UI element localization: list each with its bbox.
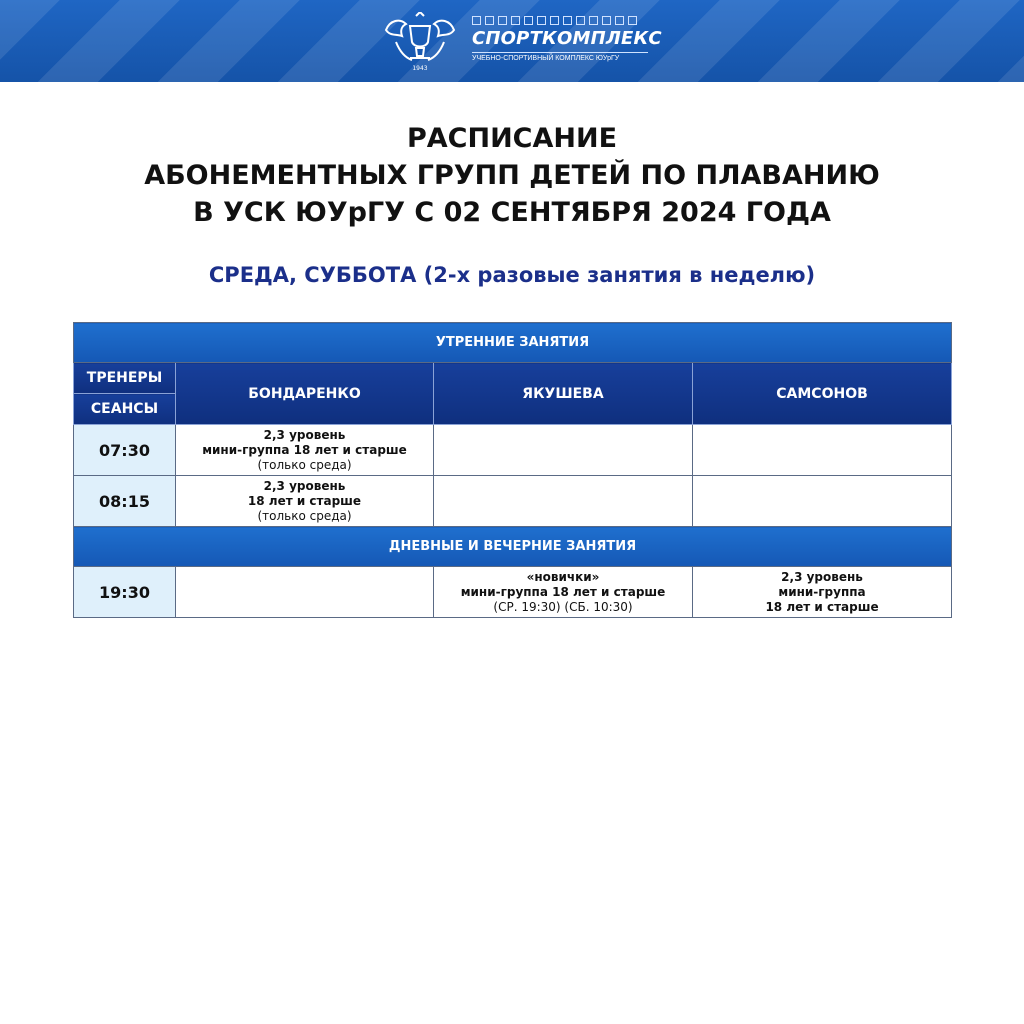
title-line-1: РАСПИСАНИЕ	[406, 123, 618, 154]
sport-pictogram-icon	[589, 16, 598, 25]
table-row	[74, 425, 952, 476]
sport-pictograms	[472, 16, 637, 25]
header-banner	[0, 0, 1024, 82]
session-time: 08:15	[74, 476, 176, 527]
cell-line: 18 лет и старше	[765, 599, 879, 614]
sport-pictogram-icon	[524, 16, 533, 25]
schedule-cell	[434, 567, 693, 618]
schedule-cell	[693, 425, 952, 476]
schedule-table	[73, 322, 952, 618]
griffin-emblem-icon	[376, 12, 464, 72]
title-line-2: АБОНЕМЕНТНЫХ ГРУПП ДЕТЕЙ ПО ПЛАВАНИЮ	[144, 160, 880, 191]
cell-line: 18 лет и старше	[247, 493, 362, 508]
cell-line: 2,3 уровень	[781, 569, 863, 584]
coach-header: БОНДАРЕНКО	[176, 363, 434, 425]
sport-pictogram-icon	[615, 16, 624, 25]
evening-band: ДНЕВНЫЕ И ВЕЧЕРНИЕ ЗАНЯТИЯ	[74, 527, 952, 567]
cell-line: мини-группа 18 лет и старше	[202, 442, 407, 457]
header-row	[74, 363, 952, 394]
brand-subtitle: УЧЕБНО-СПОРТИВНЫЙ КОМПЛЕКС ЮУрГУ	[472, 55, 620, 62]
coaches-label: ТРЕНЕРЫ	[74, 363, 176, 394]
cell-line: 2,3 уровень	[263, 427, 346, 442]
sport-pictogram-icon	[498, 16, 507, 25]
schedule-cell	[434, 476, 693, 527]
sport-pictogram-icon	[537, 16, 546, 25]
cell-line: мини-группа 18 лет и старше	[460, 584, 666, 599]
morning-band-row	[74, 323, 952, 363]
schedule-cell	[434, 425, 693, 476]
cell-note: (только среда)	[257, 508, 352, 523]
sport-pictogram-icon	[472, 16, 481, 25]
session-time: 07:30	[74, 425, 176, 476]
cell-line: «новички»	[526, 569, 600, 584]
sessions-label: СЕАНСЫ	[74, 394, 176, 425]
logo-year: 1943	[412, 65, 428, 72]
brand-name: СПОРТКОМПЛЕКС	[472, 28, 662, 49]
brand-divider	[472, 52, 648, 53]
sport-pictogram-icon	[550, 16, 559, 25]
schedule-cell	[693, 567, 952, 618]
sport-pictogram-icon	[576, 16, 585, 25]
cell-note: (СР. 19:30) (СБ. 10:30)	[493, 599, 633, 614]
sport-pictogram-icon	[602, 16, 611, 25]
page-title	[0, 120, 1024, 231]
table-row	[74, 476, 952, 527]
coach-header: САМСОНОВ	[693, 363, 952, 425]
table-row	[74, 567, 952, 618]
schedule-cell	[176, 567, 434, 618]
cell-line: мини-группа	[778, 584, 866, 599]
coach-header: ЯКУШЕВА	[434, 363, 693, 425]
cell-note: (только среда)	[257, 457, 352, 472]
sport-pictogram-icon	[485, 16, 494, 25]
sport-pictogram-icon	[511, 16, 520, 25]
evening-band-row	[74, 527, 952, 567]
session-time: 19:30	[74, 567, 176, 618]
schedule-cell	[693, 476, 952, 527]
schedule-cell	[176, 476, 434, 527]
cell-line: 2,3 уровень	[263, 478, 346, 493]
brand-logo	[376, 12, 662, 72]
sport-pictogram-icon	[563, 16, 572, 25]
schedule-days: СРЕДА, СУББОТА (2-х разовые занятия в неделю)	[208, 263, 816, 287]
schedule-cell	[176, 425, 434, 476]
morning-band: УТРЕННИЕ ЗАНЯТИЯ	[74, 323, 952, 363]
title-line-3: В УСК ЮУрГУ С 02 СЕНТЯБРЯ 2024 ГОДА	[193, 197, 831, 228]
sport-pictogram-icon	[628, 16, 637, 25]
